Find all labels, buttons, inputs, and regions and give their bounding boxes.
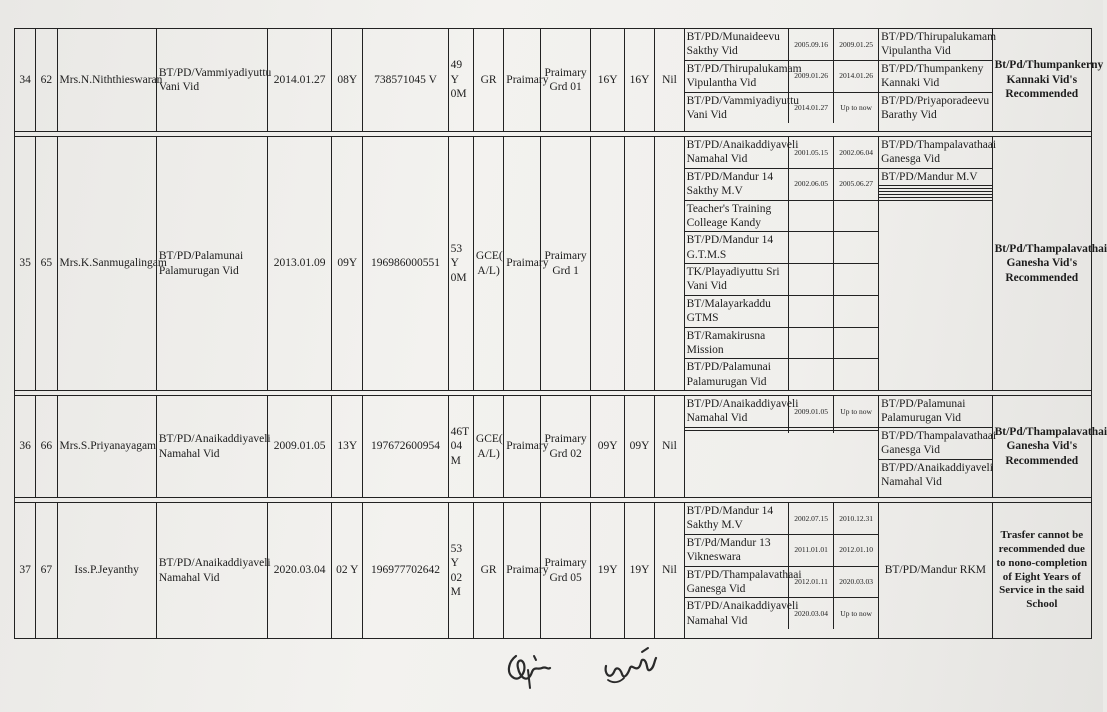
nic-number: 197672600954	[363, 396, 448, 498]
history-school: TK/Playadiyuttu Sri Vani Vid	[685, 264, 789, 296]
history-to: 2012.01.10	[834, 534, 879, 566]
years-in-school: 08Y	[332, 29, 363, 132]
transfer-table	[14, 28, 1107, 639]
history-to: Up to now	[840, 608, 872, 618]
choice-school: BT/PD/Thumpankeny Kannaki Vid	[879, 60, 991, 92]
qualification: GR	[473, 503, 503, 639]
nic-number: 196986000551	[363, 137, 448, 391]
serial-number: 34	[15, 29, 36, 132]
current-school: BT/PD/Vammiyadiyuttu Vani Vid	[156, 29, 267, 132]
years-in-school: 13Y	[332, 396, 363, 498]
history-school: BT/PD/Anaikaddiyaveli Namahal Vid	[685, 396, 789, 427]
history-to: 2010.12.31	[834, 503, 879, 534]
recommendation: Bt/Pd/Thampalavathai Ganesha Vid's Recommended	[992, 396, 1091, 498]
choice-school: BT/PD/Anaikaddiyaveli Namahal Vid	[881, 461, 993, 488]
service-years-1	[591, 137, 624, 391]
history-from	[789, 327, 834, 359]
service-history	[684, 29, 879, 132]
serial-number: 35	[15, 137, 36, 391]
choice-school: BT/PD/Mandur M.V	[879, 168, 991, 185]
table-row	[15, 503, 1092, 639]
age: 53 Y 0M	[448, 137, 473, 391]
service-years-2: 19Y	[624, 503, 654, 639]
history-school: BT/PD/Thirupalukamam Vipulantha Vid	[685, 60, 789, 92]
service-history	[684, 396, 879, 498]
teacher-name: Mrs.S.Priyanayagam	[57, 396, 156, 498]
file-number: 67	[36, 503, 57, 639]
history-school: Teacher's Training Colleage Kandy	[685, 200, 789, 232]
choice-school: BT/PD/Thirupalukamam Vipulantha Vid	[879, 29, 991, 60]
file-number: 66	[36, 396, 57, 498]
signature-2	[598, 644, 662, 688]
grade: Praimary Grd 01	[540, 29, 591, 132]
history-from: 2005.09.16	[789, 29, 834, 60]
teacher-name: Mrs.K.Sanmugalingam	[57, 137, 156, 391]
nic-number: 738571045 V	[363, 29, 448, 132]
choice-school: BT/PD/Thampalavathaai Ganesga Vid	[879, 137, 991, 168]
assumed-date: 2009.01.05	[268, 396, 332, 498]
grade: Praimary Grd 1	[540, 137, 591, 391]
current-school: BT/PD/Palamunai Palamurugan Vid	[156, 137, 267, 391]
nic-number: 196977702642	[363, 503, 448, 639]
age: 49 Y 0M	[448, 29, 473, 132]
history-from: 2020.03.04	[789, 598, 834, 629]
signature-1	[498, 648, 558, 690]
assumed-date: 2014.01.27	[268, 29, 332, 132]
service-years-2	[624, 137, 654, 391]
service-years-2: 09Y	[624, 396, 654, 498]
history-to	[834, 200, 879, 232]
history-to	[834, 295, 879, 327]
history-to: 2020.03.03	[834, 566, 879, 598]
file-number: 65	[36, 137, 57, 391]
service: Praimary	[504, 396, 540, 498]
history-to: 2005.06.27	[834, 168, 879, 200]
history-to: Up to now	[834, 396, 879, 427]
service: Praimary	[504, 137, 540, 391]
history-school: BT/Pd/Mandur 13 Vikneswara	[685, 534, 789, 566]
history-school: BT/Malayarkaddu GTMS	[685, 295, 789, 327]
history-to: Up to now	[840, 103, 872, 113]
service: Praimary	[504, 503, 540, 639]
history-school: BT/PD/Anaikaddiyaveli Namahal Vid	[685, 137, 789, 168]
preferred-schools	[879, 396, 997, 498]
choice-school: BT/PD/Priyaporadeevu Barathy Vid	[881, 94, 990, 121]
history-to: 2014.01.26	[834, 60, 879, 92]
history-to	[834, 264, 879, 296]
history-school: BT/PD/Thampalavathaai Ganesga Vid	[685, 566, 789, 598]
table-row	[15, 29, 1092, 132]
service-years-2: 16Y	[624, 29, 654, 132]
history-from	[789, 232, 834, 264]
service-extra: Nil	[655, 29, 684, 132]
history-to	[834, 359, 879, 390]
choice-school: BT/PD/Thampalavathaai Ganesga Vid	[879, 427, 991, 459]
history-from: 2002.06.05	[789, 168, 834, 200]
history-school: BT/PD/Mandur 14 Sakthy M.V	[685, 503, 789, 534]
history-from	[789, 200, 834, 232]
qualification: GR	[473, 29, 503, 132]
history-from: 2012.01.11	[789, 566, 834, 598]
age: 46T 04 M	[448, 396, 473, 498]
assumed-date: 2013.01.09	[268, 137, 332, 391]
service-extra: Nil	[655, 396, 684, 498]
file-number: 62	[36, 29, 57, 132]
recommendation: Bt/Pd/Thampalavathai Ganesha Vid's Recommended	[992, 137, 1091, 391]
current-school: BT/PD/Anaikaddiyaveli Namahal Vid	[156, 396, 267, 498]
history-from: 2009.01.05	[789, 396, 834, 427]
history-to	[834, 232, 879, 264]
service: Praimary	[504, 29, 540, 132]
service-history	[684, 503, 879, 639]
current-school: BT/PD/Anaikaddiyaveli Namahal Vid	[156, 503, 267, 639]
history-from	[789, 264, 834, 296]
table-row	[15, 137, 1092, 391]
choice-school: BT/PD/Mandur RKM	[879, 503, 992, 639]
grade: Praimary Grd 02	[540, 396, 591, 498]
years-in-school: 02 Y	[332, 503, 363, 639]
age: 53 Y 02 M	[448, 503, 473, 639]
teacher-name: Mrs.N.Niththieswaran	[57, 29, 156, 132]
teacher-name: Iss.P.Jeyanthy	[57, 503, 156, 639]
history-from: 2011.01.01	[789, 534, 834, 566]
history-from: 2001.05.15	[789, 137, 834, 168]
preferred-schools	[879, 29, 997, 132]
history-school: BT/Ramakirusna Mission	[685, 327, 789, 359]
history-school: BT/PD/Mandur 14 Sakthy M.V	[685, 168, 789, 200]
history-from: 2009.01.26	[789, 60, 834, 92]
qualification: GCE( A/L)	[473, 396, 503, 498]
history-school: BT/PD/Palamunai Palamurugan Vid	[685, 359, 789, 390]
recommendation: Trasfer cannot be recommended due to nono-completion of Eight Years of Service in the said School	[992, 503, 1091, 639]
preferred-schools	[879, 137, 997, 391]
history-to: 2009.01.25	[834, 29, 879, 60]
history-school: BT/PD/Munaideevu Sakthy Vid	[685, 29, 789, 60]
choice-school: BT/PD/Palamunai Palamurugan Vid	[879, 396, 991, 427]
history-to	[834, 327, 879, 359]
recommendation: Bt/Pd/Thumpankerny Kannaki Vid's Recommended	[992, 29, 1091, 132]
table-row	[15, 396, 1092, 498]
service-extra	[655, 137, 684, 391]
serial-number: 37	[15, 503, 36, 639]
service-history	[684, 137, 879, 391]
history-from: 2014.01.27	[789, 92, 834, 123]
grade: Praimary Grd 05	[540, 503, 591, 639]
service-extra: Nil	[655, 503, 684, 639]
history-from: 2002.07.15	[789, 503, 834, 534]
serial-number: 36	[15, 396, 36, 498]
history-from	[789, 295, 834, 327]
service-years-1: 19Y	[591, 503, 624, 639]
assumed-date: 2020.03.04	[268, 503, 332, 639]
history-school: BT/PD/Anaikaddiyaveli Namahal Vid	[685, 598, 789, 629]
qualification: GCE( A/L)	[473, 137, 503, 391]
history-from	[789, 359, 834, 390]
history-school: BT/PD/Mandur 14 G.T.M.S	[685, 232, 789, 264]
service-years-1: 16Y	[591, 29, 624, 132]
years-in-school: 09Y	[332, 137, 363, 391]
history-to: 2002.06.04	[834, 137, 879, 168]
service-years-1: 09Y	[591, 396, 624, 498]
history-school: BT/PD/Vammiyadiyuttu Vani Vid	[685, 92, 789, 123]
